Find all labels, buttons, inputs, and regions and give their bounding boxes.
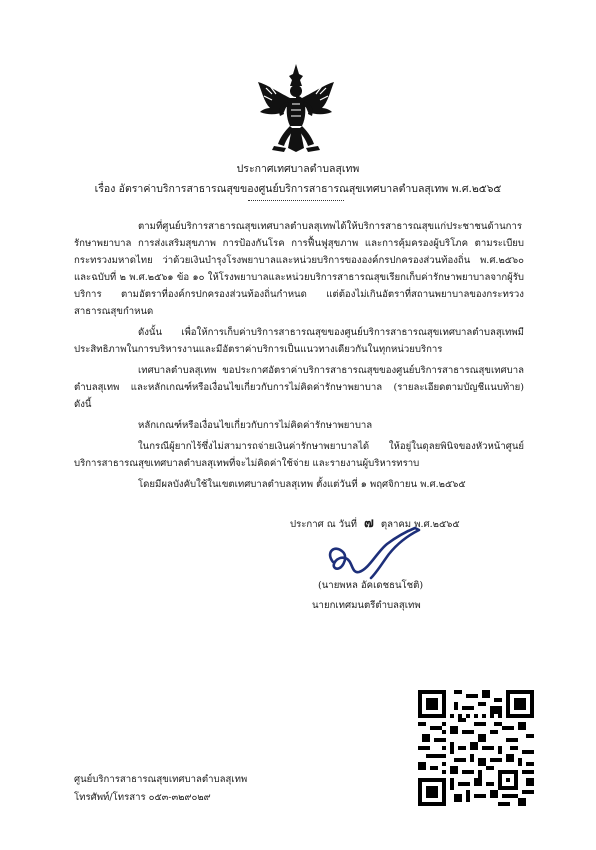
paragraph-criteria: ในกรณีผู้ยากไร้ซึ่งไม่สามารถจ่ายเงินค่ารักษาพยาบาลได้ ให้อยู่ในดุลยพินิจของหัวหน้าศูนย์บริการสาธารณสุขเทศบาลตำบลสุเทพที่จะไม่คิดค่าใช้จ่าย และรายงานผู้บริหารทราบ [74, 441, 524, 469]
garuda-emblem-icon [256, 62, 336, 154]
paragraph-purpose: ดังนั้น เพื่อให้การเก็บค่าบริการสาธารณสุขของศูนย์บริการสาธารณสุขเทศบาลตำบลสุเทพมีประสิทธิภาพในการบริหารงานและมีอัตราค่าบริการเป็นแนวทางเดียวกันในทุกหน่วยบริการ [74, 327, 524, 355]
dotted-divider [248, 200, 344, 201]
paragraph-effective-date: โดยมีผลบังคับใช้ในเขตเทศบาลตำบลสุเทพ ตั้งแต่วันที่ ๑ พฤศจิกายน พ.ศ.๒๕๖๕ [138, 479, 466, 490]
signer-name: (นายพหล อัคเดชธนโชติ) [318, 580, 424, 591]
announcement-body [74, 218, 524, 497]
footer-phone: โทรศัพท์/โทรสาร ๐๕๓-๓๒๙๐๒๙ [74, 792, 211, 803]
paragraph-background: ตามที่ศูนย์บริการสาธารณสุขเทศบาลตำบลสุเทพได้ให้บริการสาธารณสุขแก่ประชาชนด้านการรักษาพยาบาล การส่งเสริมสุขภาพ การป้องกันโรค การฟื้นฟูสุขภาพ และการคุ้มครองผู้บริโภค ตามระเบียบกระทรวงมหาดไทย ว่าด้วยเงินบำรุงโรงพยาบาลและหน่วยบริการขององค์กรปกครองส่วนท้องถิ่น พ.ศ.๒๕๖๐ และฉบับที่ ๒ พ.ศ.๒๕๖๑ ข้อ ๑๐ ให้โรงพยาบาลและหน่วยบริการสาธารณสุขเรียกเก็บค่ารักษาพยาบาลจากผู้รับบริการ ตามอัตราที่องค์กรปกครองส่วนท้องถิ่นกำหนด แต่ต้องไม่เกินอัตราที่สถานพยาบาลของกระทรวงสาธารณสุขกำหนด [74, 221, 524, 317]
paragraph-announcement: เทศบาลตำบลสุเทพ ขอประกาศอัตราค่าบริการสาธารณสุขของศูนย์บริการสาธารณสุขเทศบาลตำบลสุเทพ และหลักเกณฑ์หรือเงื่อนไขเกี่ยวกับการไม่คิดค่ารักษาพยาบาล (รายละเอียดตามบัญชีแนบท้าย) ดังนี้ [74, 365, 524, 410]
announced-month-year: ตุลาคม พ.ศ.๒๕๖๕ [380, 519, 460, 530]
footer-office: ศูนย์บริการสาธารณสุขเทศบาลตำบลสุเทพ [74, 774, 248, 785]
qr-code-icon [418, 690, 534, 806]
announcement-title: ประกาศเทศบาลตำบลสุเทพ [236, 163, 360, 175]
announced-prefix: ประกาศ ณ วันที่ [290, 519, 357, 530]
paragraph-criteria-heading: หลักเกณฑ์หรือเงื่อนไขเกี่ยวกับการไม่คิดค่ารักษาพยาบาล [138, 420, 373, 431]
signer-position: นายกเทศมนตรีตำบลสุเทพ [312, 600, 421, 611]
announced-day: ๗ [364, 516, 374, 531]
announcement-subject: เรื่อง อัตราค่าบริการสาธารณสุขของศูนย์บริการสาธารณสุขเทศบาลตำบลสุเทพ พ.ศ.๒๕๖๕ [94, 183, 502, 195]
